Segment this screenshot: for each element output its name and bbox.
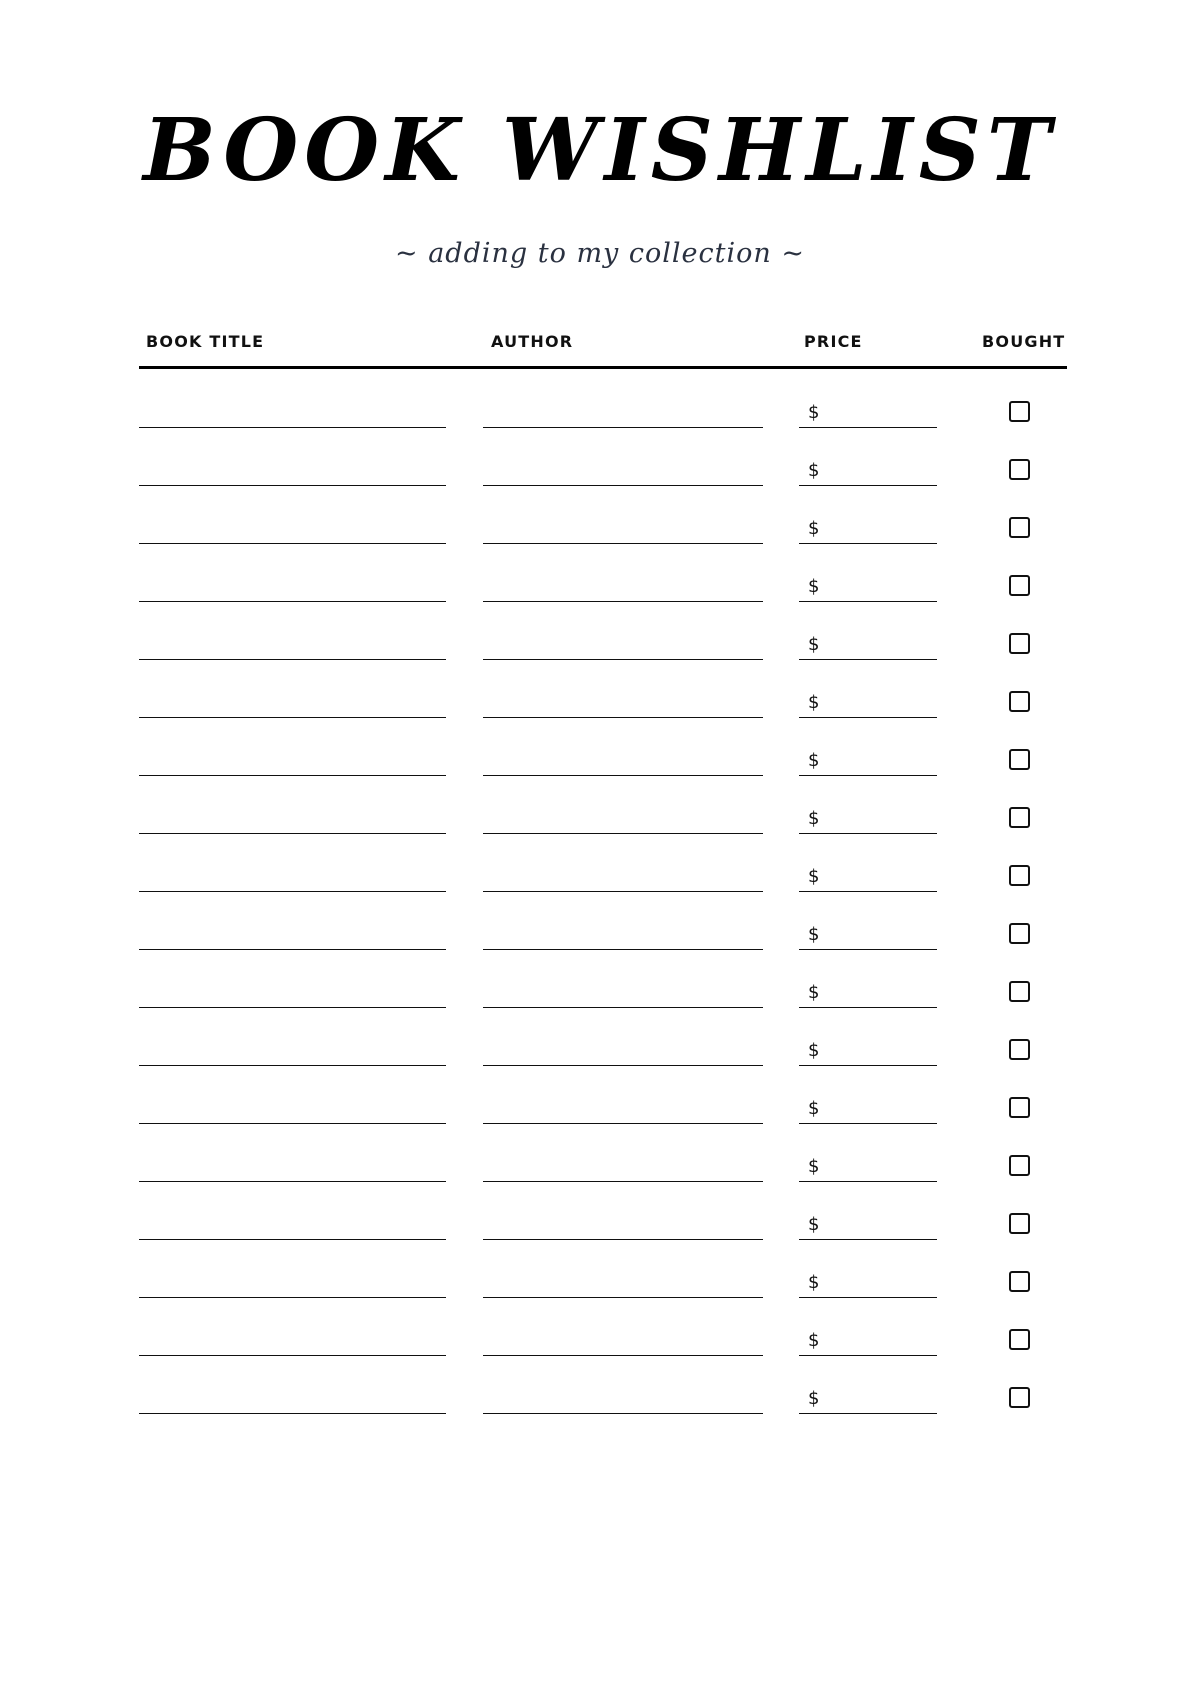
bought-checkbox[interactable] — [1009, 1329, 1030, 1350]
bought-checkbox[interactable] — [1009, 807, 1030, 828]
price-field[interactable] — [799, 1093, 937, 1124]
price-field[interactable] — [799, 397, 937, 428]
price-field[interactable] — [799, 629, 937, 660]
column-header-price: PRICE — [804, 332, 863, 351]
author-field[interactable] — [483, 1413, 763, 1415]
column-header-author: AUTHOR — [491, 332, 574, 351]
table-row — [0, 834, 1200, 892]
price-field[interactable] — [799, 513, 937, 544]
table-row — [0, 486, 1200, 544]
bought-checkbox[interactable] — [1009, 1271, 1030, 1292]
price-field[interactable] — [799, 919, 937, 950]
table-row — [0, 1124, 1200, 1182]
table-row — [0, 1008, 1200, 1066]
price-field[interactable] — [799, 1209, 937, 1240]
currency-symbol: $ — [808, 866, 820, 887]
price-field[interactable] — [799, 1325, 937, 1356]
bought-checkbox[interactable] — [1009, 1039, 1030, 1060]
column-header-bought: BOUGHT — [982, 332, 1066, 351]
currency-symbol: $ — [808, 982, 820, 1003]
table-row — [0, 950, 1200, 1008]
column-header-book-title: BOOK TITLE — [146, 332, 265, 351]
currency-symbol: $ — [808, 1272, 820, 1293]
table-row — [0, 544, 1200, 602]
table-row — [0, 892, 1200, 950]
price-field[interactable] — [799, 687, 937, 718]
currency-symbol: $ — [808, 924, 820, 945]
price-field[interactable] — [799, 977, 937, 1008]
currency-symbol: $ — [808, 692, 820, 713]
price-field[interactable] — [799, 1383, 937, 1414]
currency-symbol: $ — [808, 1098, 820, 1119]
bought-checkbox[interactable] — [1009, 691, 1030, 712]
table-row — [0, 776, 1200, 834]
price-field[interactable] — [799, 861, 937, 892]
currency-symbol: $ — [808, 1214, 820, 1235]
table-row — [0, 1066, 1200, 1124]
currency-symbol: $ — [808, 1388, 820, 1409]
table-row — [0, 1298, 1200, 1356]
table-row — [0, 370, 1200, 428]
price-field[interactable] — [799, 571, 937, 602]
book-title-field[interactable] — [139, 1413, 446, 1415]
bought-checkbox[interactable] — [1009, 1213, 1030, 1234]
price-field[interactable] — [799, 1267, 937, 1298]
bought-checkbox[interactable] — [1009, 633, 1030, 654]
table-row — [0, 428, 1200, 486]
bought-checkbox[interactable] — [1009, 865, 1030, 886]
table-row — [0, 718, 1200, 776]
bought-checkbox[interactable] — [1009, 517, 1030, 538]
page-subtitle: ~ adding to my collection ~ — [395, 238, 805, 269]
page-title: BOOK WISHLIST — [143, 100, 1057, 201]
currency-symbol: $ — [808, 634, 820, 655]
bought-checkbox[interactable] — [1009, 459, 1030, 480]
bought-checkbox[interactable] — [1009, 981, 1030, 1002]
currency-symbol: $ — [808, 1330, 820, 1351]
table-row — [0, 660, 1200, 718]
bought-checkbox[interactable] — [1009, 575, 1030, 596]
table-row — [0, 1240, 1200, 1298]
currency-symbol: $ — [808, 460, 820, 481]
bought-checkbox[interactable] — [1009, 401, 1030, 422]
currency-symbol: $ — [808, 402, 820, 423]
price-field[interactable] — [799, 803, 937, 834]
currency-symbol: $ — [808, 750, 820, 771]
table-row — [0, 602, 1200, 660]
currency-symbol: $ — [808, 1156, 820, 1177]
price-field[interactable] — [799, 1035, 937, 1066]
bought-checkbox[interactable] — [1009, 1387, 1030, 1408]
bought-checkbox[interactable] — [1009, 1155, 1030, 1176]
price-field[interactable] — [799, 745, 937, 776]
currency-symbol: $ — [808, 576, 820, 597]
bought-checkbox[interactable] — [1009, 923, 1030, 944]
price-field[interactable] — [799, 455, 937, 486]
bought-checkbox[interactable] — [1009, 1097, 1030, 1118]
table-row — [0, 1356, 1200, 1414]
price-field[interactable] — [799, 1151, 937, 1182]
currency-symbol: $ — [808, 1040, 820, 1061]
bought-checkbox[interactable] — [1009, 749, 1030, 770]
currency-symbol: $ — [808, 518, 820, 539]
table-row — [0, 1182, 1200, 1240]
currency-symbol: $ — [808, 808, 820, 829]
